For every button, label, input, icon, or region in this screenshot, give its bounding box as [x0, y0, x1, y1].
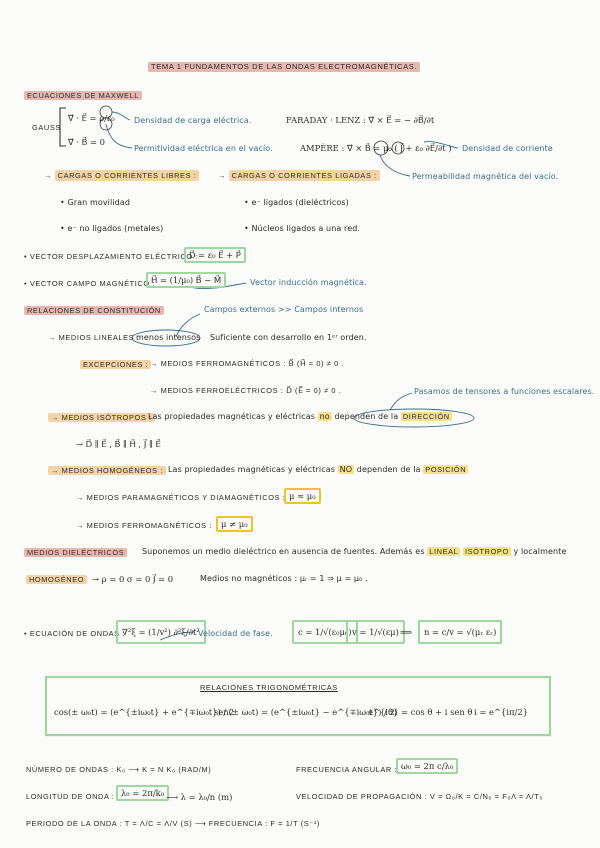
paramagnetic-equation: μ ≈ μ₀ — [284, 488, 321, 504]
isotropic-label: → MEDIOS ISÓTROPOS : — [48, 413, 155, 422]
bound-charges-heading: → CARGAS O CORRIENTES LIGADAS : — [218, 172, 380, 179]
ferromagnetic-equation: μ ≠ μ₀ — [216, 516, 253, 532]
wavelength-rest: ⟶ λ = λ₀/n (m) — [166, 792, 233, 802]
fields-note: Campos externos >> Campos internos — [204, 305, 364, 314]
free-item-1: • Gran movilidad — [60, 198, 131, 207]
homogeneous-text — [168, 466, 468, 474]
isotropic-text — [148, 413, 452, 421]
dielectric-text — [142, 548, 566, 556]
d-vector-equation: D⃗ = ε₀ E⃗ + P⃗ — [184, 247, 246, 263]
dielectric-homogeneo: HOMOGÉNEO — [26, 575, 87, 584]
cos-relation: cos(± ω₀t) = (e^{±iω₀t} + e^{∓iω₀t}) / 2 — [54, 707, 235, 717]
dielectric-label: MEDIOS DIELÉCTRICOS — [24, 548, 127, 557]
wavelength-label: LONGITUD DE ONDA : — [26, 792, 115, 801]
linear-media-label: → MEDIOS LINEALES : — [48, 333, 140, 342]
homogeneous-label: → MEDIOS HOMOGÉNEOS : — [48, 466, 166, 475]
bound-item-1: • e⁻ ligados (dieléctricos) — [244, 198, 349, 207]
isotropic-no: no — [319, 412, 330, 421]
dielectric-text-end: y localmente — [513, 547, 567, 556]
angular-frequency-equation: ω₀ = 2π c/λ₀ — [396, 758, 458, 774]
dielectric-text-main: Suponemos un medio dieléctrico en ausencia de fuentes. Además es — [142, 547, 425, 556]
implies-arrow: ⟹ — [400, 627, 413, 637]
n-equation: n = c/v = √(μᵣ εᵣ) — [418, 620, 502, 644]
i-relation: i = e^{iπ/2} — [474, 707, 528, 717]
angular-frequency-label: FRECUENCIA ANGULAR : — [296, 765, 398, 774]
linear-circle-text: menos intensos — [136, 333, 201, 342]
phase-velocity-note: Velocidad de fase. — [198, 629, 273, 638]
exceptions-label: EXCEPCIONES : — [80, 360, 151, 369]
sen-relation: sen(± ω₀t) = (e^{±iω₀t} − e^{∓iω₀t}) / 2i — [214, 707, 398, 717]
v-equation: v = 1/√(εμ) — [346, 620, 405, 644]
dielectric-nonmagnetic: Medios no magnéticos : μᵣ = 1 ⇒ μ = μ₀ . — [200, 574, 368, 583]
period-definition: PERIODO DE LA ONDA : T = Λ/C = Λ/V (S) ⟶ FRECUENCIA : F = 1/T (S⁻¹) — [26, 819, 320, 828]
gauss-b-equation: ∇⃗ · B⃗ = 0 — [68, 137, 106, 147]
free-charges-heading: → CARGAS O CORRIENTES LIBRES : — [44, 172, 199, 179]
tensor-note: Pasamos de tensores a funciones escalares. — [414, 387, 595, 396]
constitution-heading: RELACIONES DE CONSTITUCIÓN — [24, 306, 164, 315]
bound-charges-label: CARGAS O CORRIENTES LIGADAS : — [229, 170, 380, 181]
ampere-equation: AMPÈRE : ∇⃗ × B⃗ = μ₀ ( J⃗ + ε₀ ∂E⃗/∂t ) — [300, 143, 452, 153]
maxwell-heading: ECUACIONES DE MAXWELL — [24, 91, 142, 100]
note-charge-density: Densidad de carga eléctrica. — [134, 116, 252, 125]
ferromagnetic-exception: → MEDIOS FERROMAGNÉTICOS : B⃗ (H⃗ = 0) ≠ 0 . — [150, 359, 345, 368]
gauss-e-equation: ∇⃗ · E⃗ = ρ/ε₀ — [68, 113, 115, 123]
velocity-definition: VELOCIDAD DE PROPAGACIÓN : V = Ω₀/K = C/N₀ = F₀Λ = Λ/T₀ — [296, 792, 543, 801]
homogeneous-text-main: Las propiedades magnéticas y eléctricas — [168, 465, 335, 474]
linear-media-text: Suficiente con desarrollo en 1ᵉʳ orden. — [210, 333, 367, 342]
h-vector-equation: H⃗ = (1/μ₀) B⃗ − M⃗ — [146, 272, 226, 288]
faraday-equation: FARADAY · LENZ : ∇⃗ × E⃗ = − ∂B⃗/∂t — [286, 115, 435, 125]
wavenumber-definition: NÚMERO DE ONDAS : K₀ ⟶ K = N K₀ (RAD/M) — [26, 765, 212, 774]
isotropic-parallel: → D⃗ ∥ E⃗ , B⃗ ∥ H⃗ , J⃗ ∥ E⃗ — [76, 439, 161, 449]
note-induction: Vector inducción magnética. — [250, 278, 367, 287]
trig-heading: RELACIONES TRIGONOMÉTRICAS — [200, 683, 338, 692]
free-item-2: • e⁻ no ligados (metales) — [60, 224, 164, 233]
d-vector-label: • VECTOR DESPLAZAMIENTO ELÉCTRICO : — [24, 252, 199, 261]
isotropic-direction: DIRECCIÓN — [402, 412, 450, 421]
ferromagnetic-label: → MEDIOS FERROMAGNÉTICOS : — [76, 521, 212, 530]
wave-equation: ∇²ξ = (1/v²) ∂²ξ/∂t² — [116, 620, 206, 644]
paramagnetic-label: → MEDIOS PARAMAGNÉTICOS Y DIAMAGNÉTICOS : — [76, 493, 286, 502]
isotropic-text-main: Las propiedades magnéticas y eléctricas — [148, 412, 315, 421]
wave-equation-label: • ECUACIÓN DE ONDAS : — [24, 629, 126, 638]
isotropic-depend: dependen de la — [334, 412, 399, 421]
homogeneous-no: NO — [339, 465, 353, 474]
free-charges-label: CARGAS O CORRIENTES LIBRES : — [55, 170, 200, 181]
gauss-label: GAUSS — [32, 123, 61, 132]
bound-item-2: • Núcleos ligados a una red. — [244, 224, 361, 233]
euler-relation: e^{iθ} = cos θ + i sen θ — [368, 707, 473, 717]
ferroelectric-exception: → MEDIOS FERROELÉCTRICOS : D⃗ (E⃗ = 0) ≠ 0 . — [150, 386, 342, 395]
note-current-density: Densidad de corriente — [462, 144, 553, 153]
homogeneous-position: POSICIÓN — [425, 465, 467, 474]
wavelength-equation: λ₀ = 2π/k₀ — [116, 785, 169, 801]
homogeneous-depend: dependen de la — [356, 465, 421, 474]
c-equation: c = 1/√(ε₀μ₀) — [292, 620, 358, 644]
dielectric-isotropo: ISÓTROPO — [465, 547, 509, 556]
note-permeability: Permeabilidad magnética del vacío. — [412, 172, 559, 181]
dielectric-lineal: LINEAL — [429, 547, 459, 556]
dielectric-zeros: → ρ = 0 σ = 0 J⃗ = 0 — [92, 574, 174, 584]
h-vector-label: • VECTOR CAMPO MAGNÉTICO : — [24, 279, 155, 288]
note-permittivity: Permitividad eléctrica en el vacío. — [134, 144, 273, 153]
page-title: TEMA 1 FUNDAMENTOS DE LAS ONDAS ELECTROMAGNÉTICAS. — [148, 62, 420, 72]
